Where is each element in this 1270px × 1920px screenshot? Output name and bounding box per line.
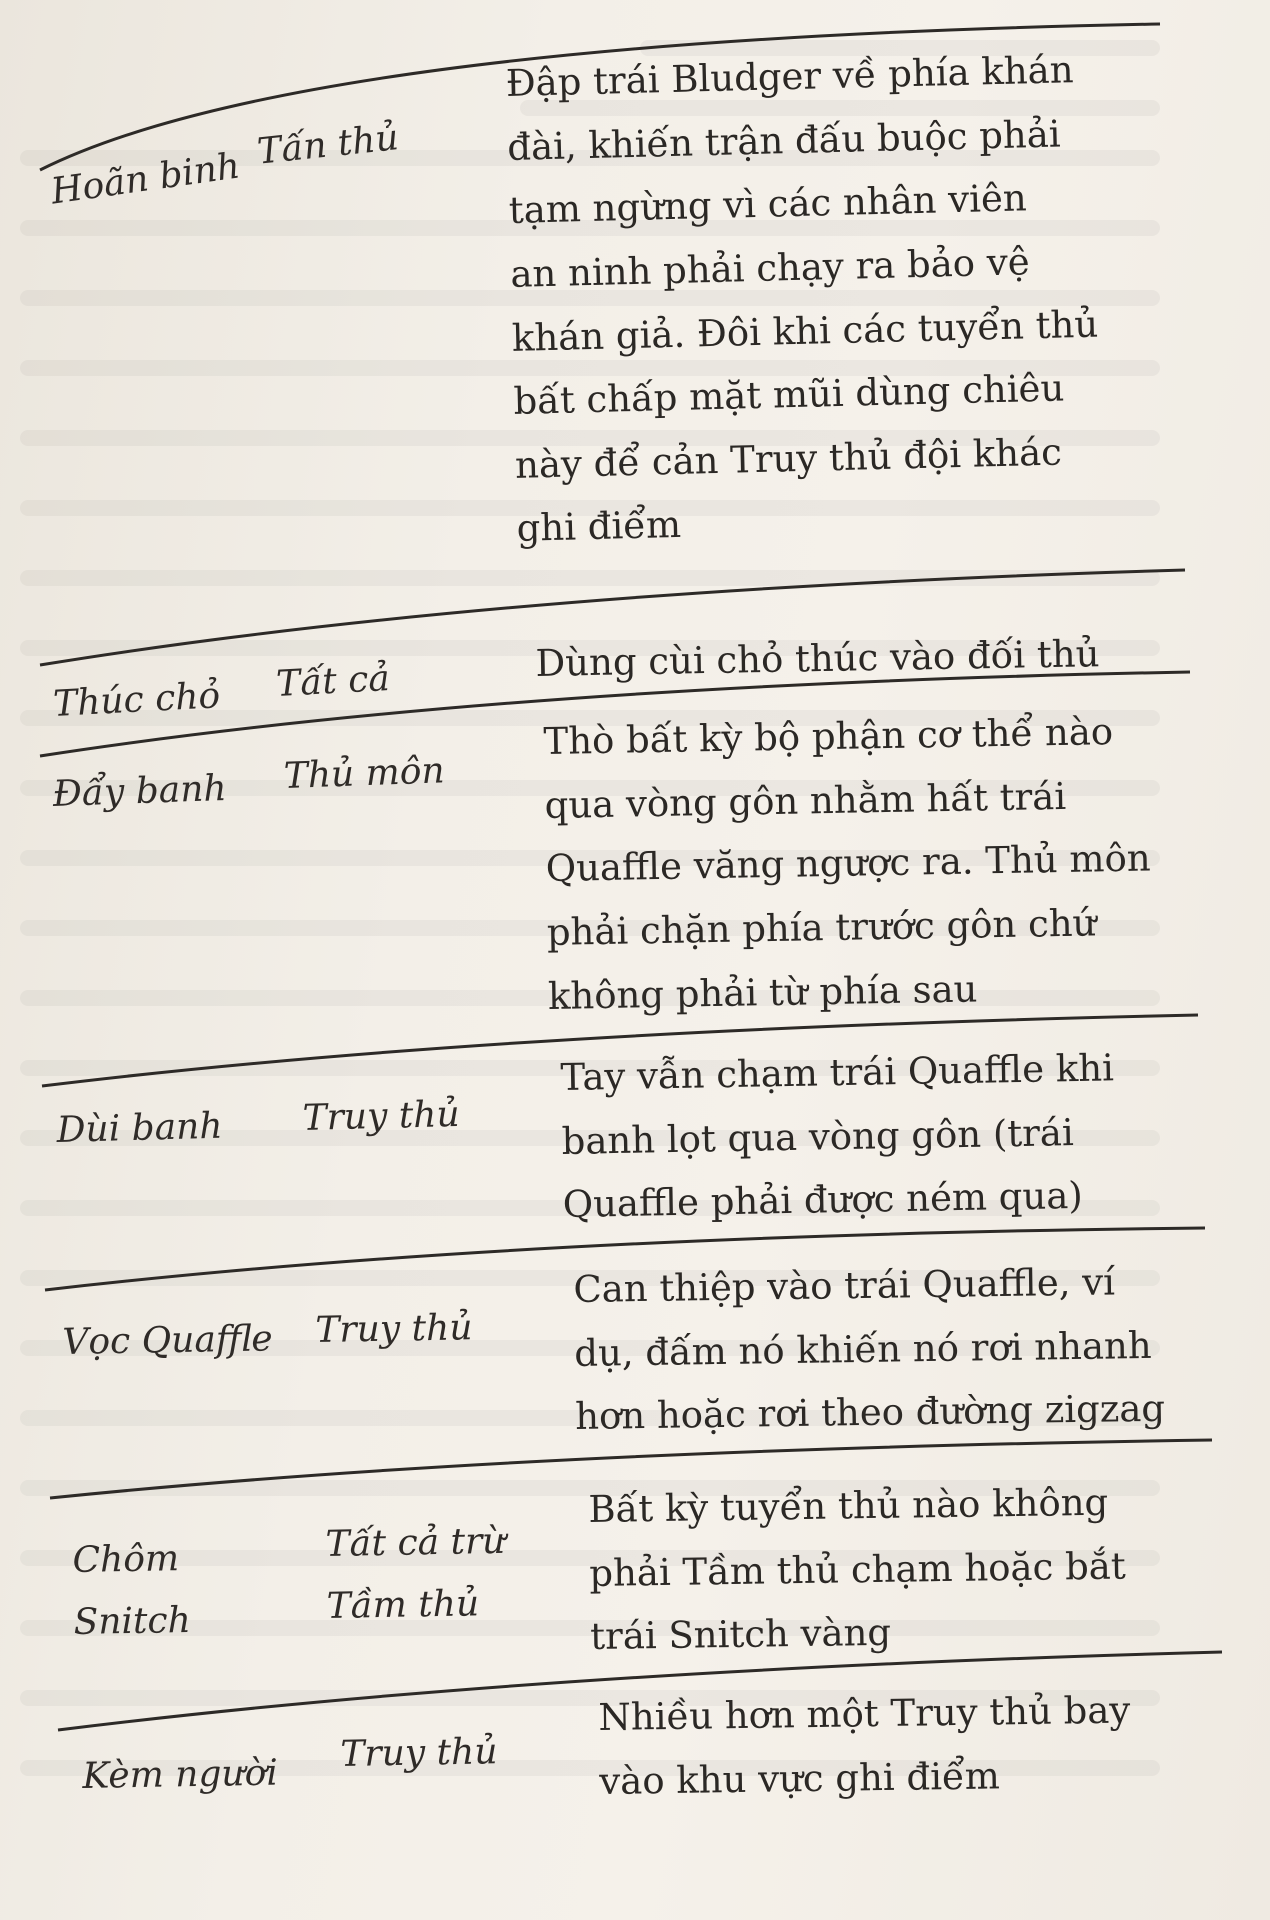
foul-name: Thúc chỏ — [52, 675, 222, 725]
player-role: Truy thủ — [340, 1731, 498, 1775]
foul-name: Chôm Snitch — [72, 1538, 192, 1643]
foul-description: Tay vẫn chạm trái Quaffle khi banh lọt qua vòng gôn (trái Quaffle phải được ném qua) — [560, 1046, 1115, 1227]
player-role: Tất cả — [275, 658, 391, 705]
foul-description: Nhiều hơn một Truy thủ bay vào khu vực ghi điểm — [598, 1688, 1131, 1803]
foul-description: Đập trái Bludger về phía khán đài, khiến trận đấu buộc phải tạm ngừng vì các nhân viên an ninh phải chạy ra bảo vệ khán giả. Đôi khi các tuyển thủ bất chấp mặt mũi dùng chiêu này để cản Truy thủ đội khác ghi điểm — [505, 48, 1099, 551]
foul-name: Kèm người — [82, 1752, 279, 1797]
foul-description: Dùng cùi chỏ thúc vào đối thủ — [535, 632, 1100, 685]
foul-name: Dùi banh — [56, 1105, 224, 1151]
foul-name: Đẩy banh — [52, 767, 228, 815]
player-role: Tấn thủ — [255, 117, 401, 173]
player-role: Thủ môn — [283, 750, 446, 797]
foul-description: Thò bất kỳ bộ phận cơ thể nào qua vòng gôn nhằm hất trái Quaffle văng ngược ra. Thủ môn phải chặn phía trước gôn chứ không phải từ phía sau — [543, 710, 1151, 1018]
foul-description: Bất kỳ tuyển thủ nào không phải Tầm thủ chạm hoặc bắt trái Snitch vàng — [588, 1480, 1126, 1659]
foul-name: Vọc Quaffle — [62, 1318, 273, 1363]
player-role: Truy thủ — [302, 1093, 461, 1139]
player-role: Truy thủ — [315, 1307, 473, 1351]
foul-description: Can thiệp vào trái Quaffle, ví dụ, đấm nó khiến nó rơi nhanh hơn hoặc rơi theo đường zigzag — [573, 1260, 1166, 1439]
player-role: Tất cả trừ Tầm thủ — [325, 1520, 506, 1627]
foul-name: Hoãn binh — [48, 145, 243, 213]
